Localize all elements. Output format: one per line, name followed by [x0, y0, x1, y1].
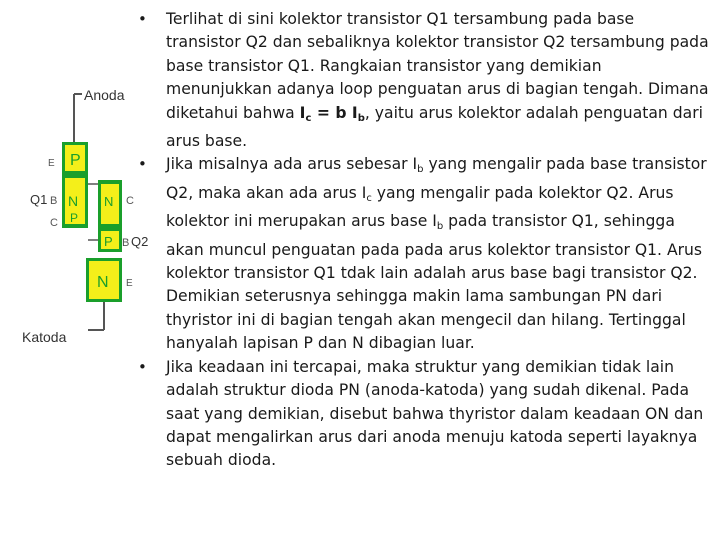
bullet-2-text: pada transistor Q1, sehingga akan muncul penguatan pada pada arus kolektor transistor Q1. Arus kolektor transistor Q1 tdak lain adalah arus base bagi transistor Q2. Demikian seterusnya sehingga makin lama sambungan PN dari thyristor ini di bagian tengah akan mengecil dan hilang. Tertinggal hanyalah lapisan P dan N dibagian luar.: [166, 212, 703, 353]
bullet-item: [136, 356, 710, 473]
q1-p-lower-label: P: [70, 211, 79, 225]
bullet-dot: •: [138, 155, 147, 174]
q2-b-letter: B: [122, 237, 130, 249]
q1-n-label: N: [68, 193, 79, 209]
q2-e-letter: E: [126, 278, 133, 289]
q2-n-emitter-label: N: [97, 274, 109, 291]
formula-ic: $I_c$: [299, 103, 312, 124]
cathode-label: Katoda: [22, 329, 67, 345]
bullet-1-text: Terlihat di sini kolektor transistor Q1 tersambung pada base transistor Q2 dan sebaliknya kolektor transistor Q2 tersambung pada base transistor Q1. Rangkaian transistor yang demikian menunjukkan adanya loop penguatan arus di bagian tengah. Dimana diketahui bahwa: [166, 10, 709, 122]
q1-label: Q1: [30, 192, 48, 207]
formula-eq: = b: [311, 103, 352, 122]
bullet-list: [136, 8, 710, 473]
bullet-item: [136, 153, 710, 355]
q2-n-label: N: [104, 194, 114, 209]
q1-b-letter: B: [50, 195, 58, 207]
q1-e-letter: E: [48, 158, 55, 169]
q1-c-letter: C: [50, 217, 58, 229]
bullet-2-text: yang mengalir pada kolektor Q2. Arus kolektor ini merupakan arus base I: [166, 183, 674, 231]
q2-label: Q2: [131, 234, 149, 249]
bullet-item: [136, 8, 710, 153]
q1-p-label: P: [70, 152, 81, 169]
bullet-dot: •: [138, 357, 147, 376]
bullet-2-text: Jika misalnya ada arus sebesar I: [166, 155, 418, 174]
q2-c-letter: C: [126, 195, 134, 207]
bullet-3-text: Jika keadaan ini tercapai, maka struktur yang demikian tidak lain adalah struktur dioda PN (anoda-katoda) yang sudah dikenal. Pada saat yang demikian, disebut bahwa thyristor dalam keadaan ON dan dapat mengalirkan arus dari anoda menuju katoda seperti layaknya sebuah dioda.: [166, 357, 704, 470]
bullet-dot: •: [138, 10, 147, 28]
bullet-1-text-after: , yaitu arus kolektor adalah penguatan dari arus base.: [166, 103, 703, 151]
subscript: b: [417, 164, 424, 176]
anode-label: Anoda: [84, 87, 125, 103]
subscript: c: [366, 192, 372, 204]
formula-ib: $I_b$: [351, 103, 365, 124]
bullet-2-text: yang mengalir pada base transistor Q2, maka akan ada arus I: [166, 155, 707, 202]
thyristor-two-transistor-diagram: [18, 80, 149, 355]
subscript: b: [436, 221, 444, 233]
q2-p-label: P: [104, 234, 113, 249]
